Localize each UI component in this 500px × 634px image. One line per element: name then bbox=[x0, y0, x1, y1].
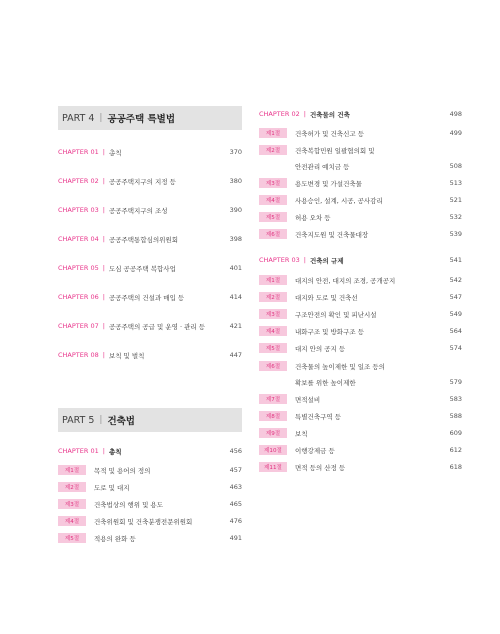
chapter-separator: | bbox=[102, 447, 105, 455]
toc-section-row[interactable] bbox=[259, 291, 462, 303]
page-number: 465 bbox=[229, 500, 242, 508]
part-separator: | bbox=[99, 415, 103, 425]
chapter-code: CHAPTER 05 bbox=[58, 264, 99, 272]
toc-chapter-row[interactable] bbox=[58, 320, 242, 332]
section-title: 면적 등의 산정 등 bbox=[295, 463, 346, 472]
page-number: 539 bbox=[449, 230, 462, 238]
chapter-code: CHAPTER 01 bbox=[58, 447, 99, 455]
chapter-title: 도심 공공주택 복합사업 bbox=[108, 264, 176, 273]
page-number: 370 bbox=[229, 148, 242, 156]
section-title: 보칙 bbox=[295, 429, 308, 438]
page-number: 583 bbox=[449, 395, 462, 403]
section-title: 대지와 도로 및 건축선 bbox=[295, 293, 358, 302]
section-title: 건축법상의 행위 및 용도 bbox=[94, 500, 163, 509]
part-4-header bbox=[58, 106, 242, 130]
part-label: PART 4 bbox=[62, 112, 95, 124]
page-number: 609 bbox=[449, 429, 462, 437]
page-number: 547 bbox=[449, 293, 462, 301]
toc-section-row[interactable] bbox=[259, 308, 462, 320]
part-separator: | bbox=[99, 113, 103, 123]
section-badge: 제1절 bbox=[58, 465, 86, 475]
page-number: 579 bbox=[449, 378, 462, 386]
section-title: 건축지도원 및 건축물대장 bbox=[295, 230, 369, 239]
toc-section-row[interactable] bbox=[259, 342, 462, 354]
section-badge: 제6절 bbox=[259, 229, 287, 239]
toc-section-row[interactable] bbox=[259, 194, 462, 206]
section-badge: 제5절 bbox=[259, 343, 287, 353]
section-badge: 제1절 bbox=[259, 275, 287, 285]
section-title: 건축허가 및 건축신고 등 bbox=[295, 129, 364, 138]
toc-section-row[interactable] bbox=[259, 410, 462, 422]
chapter-title: 보칙 및 벌칙 bbox=[108, 351, 145, 360]
chapter-separator: | bbox=[102, 293, 105, 301]
page-number: 574 bbox=[449, 344, 462, 352]
page-number: 532 bbox=[449, 213, 462, 221]
chapter-code: CHAPTER 01 bbox=[58, 148, 99, 156]
chapter-title: 건축물의 건축 bbox=[309, 110, 350, 119]
page-number: 456 bbox=[229, 447, 242, 455]
toc-section-row[interactable] bbox=[58, 464, 242, 476]
section-title: 사용승인, 설계, 시공, 공사감리 bbox=[295, 196, 383, 205]
page-number: 542 bbox=[449, 276, 462, 284]
toc-section-row[interactable] bbox=[58, 498, 242, 510]
section-title: 특별건축구역 등 bbox=[295, 412, 342, 421]
part-title: 공공주택 특별법 bbox=[107, 114, 175, 125]
section-title: 도로 및 대지 bbox=[94, 483, 130, 492]
toc-chapter-row[interactable] bbox=[58, 233, 242, 245]
section-title: 건축물의 높이제한 및 일조 등의 bbox=[295, 362, 385, 371]
section-title: 내화구조 및 방화구조 등 bbox=[295, 327, 364, 336]
chapter-separator: | bbox=[102, 264, 105, 272]
chapter-title: 건축의 규제 bbox=[309, 256, 344, 265]
toc-section-row[interactable] bbox=[259, 360, 462, 372]
section-title: 대지 안의 공지 등 bbox=[295, 344, 346, 353]
toc-section-row[interactable] bbox=[259, 144, 462, 156]
page-number: 499 bbox=[449, 129, 462, 137]
section-title: 용도변경 및 가설건축물 bbox=[295, 179, 362, 188]
chapter-title: 공공주택지구의 조성 bbox=[108, 206, 168, 215]
chapter-separator: | bbox=[102, 235, 105, 243]
section-title: 안전관리 예치금 등 bbox=[295, 162, 350, 171]
page-number: 398 bbox=[229, 235, 242, 243]
chapter-title: 총칙 bbox=[108, 148, 122, 157]
chapter-title: 공공주택통합심의위원회 bbox=[108, 235, 179, 244]
toc-chapter-row[interactable] bbox=[58, 445, 242, 457]
section-badge: 제2절 bbox=[58, 482, 86, 492]
part-label: PART 5 bbox=[62, 414, 95, 426]
chapter-separator: | bbox=[102, 351, 105, 359]
chapter-title: 공공주택지구의 지정 등 bbox=[108, 177, 176, 186]
section-badge: 제3절 bbox=[259, 178, 287, 188]
page-number: 549 bbox=[449, 310, 462, 318]
section-badge: 제7절 bbox=[259, 394, 287, 404]
section-badge: 제4절 bbox=[259, 326, 287, 336]
chapter-separator: | bbox=[303, 110, 306, 118]
section-title: 대지의 안전, 대지의 조경, 공개공지 bbox=[295, 276, 396, 285]
page-number: 498 bbox=[449, 110, 462, 118]
chapter-code: CHAPTER 03 bbox=[259, 256, 300, 264]
toc-chapter-row[interactable] bbox=[259, 108, 462, 120]
section-badge: 제5절 bbox=[259, 212, 287, 222]
section-badge: 제8절 bbox=[259, 411, 287, 421]
page-number: 463 bbox=[229, 483, 242, 491]
chapter-title: 공공주택의 건설과 매입 등 bbox=[108, 293, 185, 302]
toc-section-row[interactable] bbox=[259, 127, 462, 139]
page-number: 421 bbox=[229, 322, 242, 330]
left-column bbox=[58, 106, 242, 543]
toc-chapter-row[interactable] bbox=[58, 291, 242, 303]
section-badge: 제10절 bbox=[259, 445, 287, 455]
page-number: 541 bbox=[449, 256, 462, 264]
toc-section-row[interactable] bbox=[259, 325, 462, 337]
toc-section-row[interactable] bbox=[58, 532, 242, 544]
chapter-separator: | bbox=[102, 177, 105, 185]
page-number: 476 bbox=[229, 517, 242, 525]
toc-section-row[interactable] bbox=[58, 481, 242, 493]
chapter-code: CHAPTER 04 bbox=[58, 235, 99, 243]
page-number: 564 bbox=[449, 327, 462, 335]
chapter-code: CHAPTER 07 bbox=[58, 322, 99, 330]
chapter-code: CHAPTER 08 bbox=[58, 351, 99, 359]
toc-section-row[interactable] bbox=[259, 427, 462, 439]
chapter-code: CHAPTER 06 bbox=[58, 293, 99, 301]
section-badge: 제4절 bbox=[259, 195, 287, 205]
chapter-separator: | bbox=[303, 256, 306, 264]
chapter-code: CHAPTER 02 bbox=[58, 177, 99, 185]
toc-section-row[interactable] bbox=[259, 177, 462, 189]
page-number: 508 bbox=[449, 162, 462, 170]
part-title: 건축법 bbox=[107, 416, 135, 427]
section-badge: 제4절 bbox=[58, 516, 86, 526]
section-badge: 제5절 bbox=[58, 533, 86, 543]
section-badge: 제2절 bbox=[259, 292, 287, 302]
toc-chapter-row[interactable] bbox=[58, 146, 242, 158]
toc-chapter-row[interactable] bbox=[58, 175, 242, 187]
page-number: 491 bbox=[229, 534, 242, 542]
page-number: 513 bbox=[449, 179, 462, 187]
section-badge: 제6절 bbox=[259, 361, 287, 371]
section-badge: 제1절 bbox=[259, 128, 287, 138]
page-number: 521 bbox=[449, 196, 462, 204]
section-title: 적용의 완화 등 bbox=[94, 534, 136, 543]
page-number: 401 bbox=[229, 264, 242, 272]
section-title: 건축복합민원 일괄협의회 및 bbox=[295, 146, 375, 155]
section-badge: 제11절 bbox=[259, 462, 287, 472]
section-badge: 제3절 bbox=[259, 309, 287, 319]
page-number: 447 bbox=[229, 351, 242, 359]
toc-section-row[interactable] bbox=[58, 515, 242, 527]
section-title: 건축위원회 및 건축분쟁전문위원회 bbox=[94, 517, 193, 526]
chapter-code: CHAPTER 02 bbox=[259, 110, 300, 118]
section-title: 허용 오차 등 bbox=[295, 213, 331, 222]
page-number: 414 bbox=[229, 293, 242, 301]
toc-section-row-continued[interactable] bbox=[259, 160, 462, 172]
toc-chapter-row[interactable] bbox=[58, 349, 242, 361]
toc-section-row[interactable] bbox=[259, 274, 462, 286]
section-badge: 제2절 bbox=[259, 145, 287, 155]
chapter-separator: | bbox=[102, 322, 105, 330]
chapter-title: 총칙 bbox=[108, 447, 122, 456]
section-title: 확보를 위한 높이제한 bbox=[295, 378, 356, 387]
page-number: 390 bbox=[229, 206, 242, 214]
page-number: 612 bbox=[449, 446, 462, 454]
page-number: 588 bbox=[449, 412, 462, 420]
section-title: 목적 및 용어의 정의 bbox=[94, 466, 151, 475]
chapter-title: 공공주택의 공급 및 운영 · 관리 등 bbox=[108, 322, 206, 331]
chapter-code: CHAPTER 03 bbox=[58, 206, 99, 214]
toc-section-row[interactable] bbox=[259, 393, 462, 405]
section-title: 이행강제금 등 bbox=[295, 446, 335, 455]
toc-section-row-continued[interactable] bbox=[259, 376, 462, 388]
toc-section-row[interactable] bbox=[259, 211, 462, 223]
page-number: 380 bbox=[229, 177, 242, 185]
page-number: 618 bbox=[449, 463, 462, 471]
section-title: 구조안전의 확인 및 피난시설 bbox=[295, 310, 377, 319]
toc-section-row[interactable] bbox=[259, 228, 462, 240]
toc-chapter-row[interactable] bbox=[58, 262, 242, 274]
section-badge: 제3절 bbox=[58, 499, 86, 509]
toc-section-row[interactable] bbox=[259, 461, 462, 473]
section-title: 면적설비 bbox=[295, 395, 321, 404]
toc-chapter-row[interactable] bbox=[259, 254, 462, 266]
section-badge: 제9절 bbox=[259, 428, 287, 438]
part-5-header bbox=[58, 408, 242, 432]
chapter-separator: | bbox=[102, 206, 105, 214]
toc-section-row[interactable] bbox=[259, 444, 462, 456]
chapter-separator: | bbox=[102, 148, 105, 156]
page-number: 457 bbox=[229, 466, 242, 474]
toc-chapter-row[interactable] bbox=[58, 204, 242, 216]
